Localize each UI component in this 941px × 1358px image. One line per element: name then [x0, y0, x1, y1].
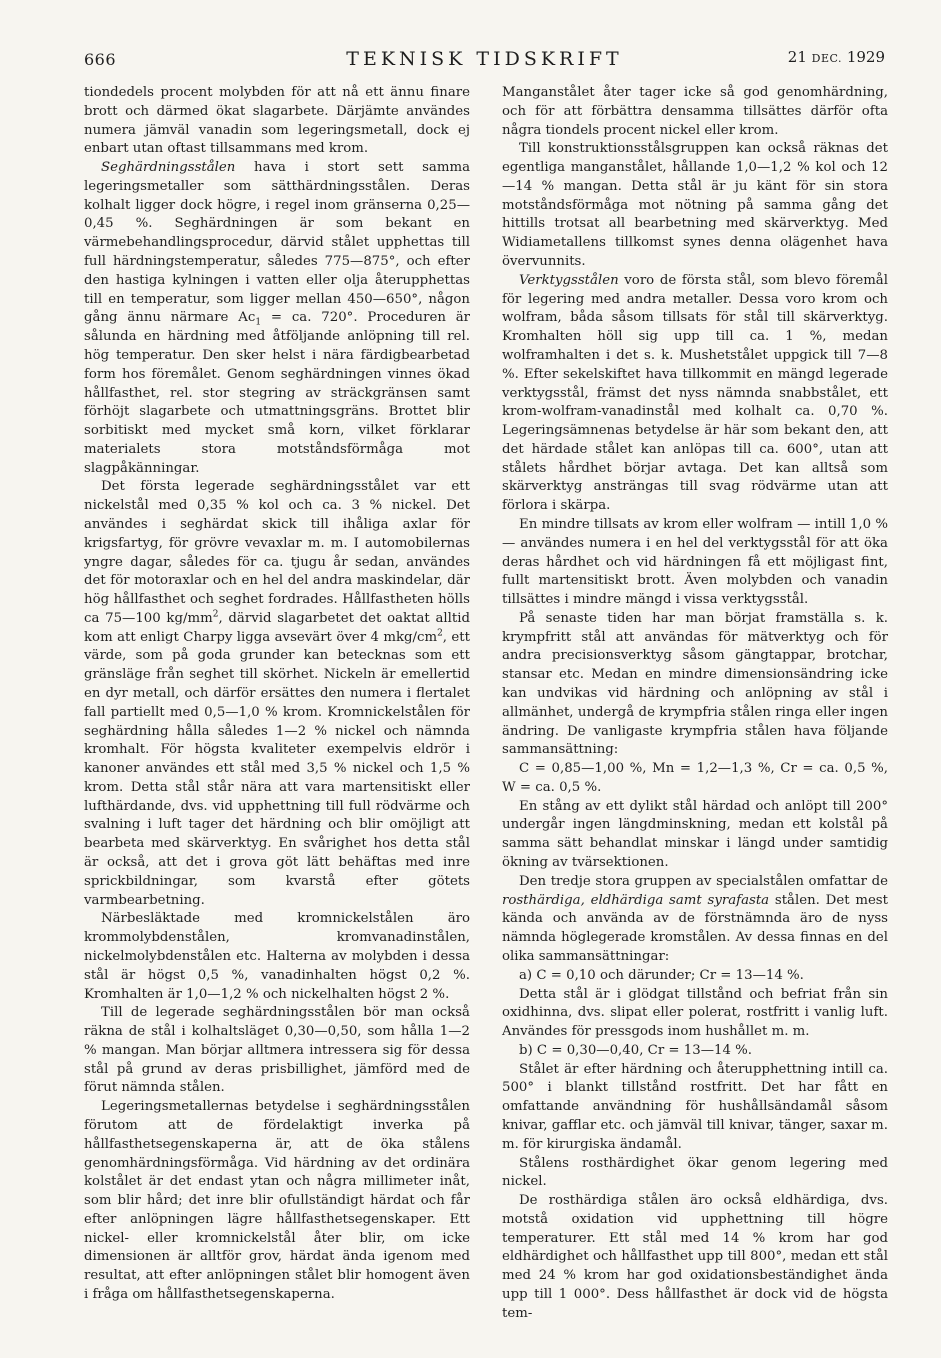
paragraph: Stålens rosthärdighet ökar genom legering med nickel.: [502, 1155, 888, 1190]
paragraph: En stång av ett dylikt stål härdad och anlöpt till 200° undergår ingen längdminskning, medan ett kolstål på samma sätt behandlat minskar i längd under samtidig ökning av tvärsektionen.: [502, 798, 888, 871]
paragraph: Seghärdningsstålen hava i stort sett samma legeringsmetaller som sätthärdningsstålen. Deras kolhalt ligger dock högre, i regel inom gränserna 0,25—0,45 %. Seghärdningen är som bekant en värmebehandlingsprocedur, därvid stålet upphettas till full härdningstemperatur, således 775—875°, och efter den hastiga kylningen i vatten eller olja återupphettas till en temperatur, som ligger mellan 450—650°, någon gång ännu närmare $Ac_1$ = ca. 720°. Proceduren är sålunda en härdning med åtföljande anlöpning till rel. hög temperatur. Den sker helst i nära färdigbearbetad form hos föremålet. Genom seghärdningen vinnes ökad hållfasthet, rel. stor stegring av sträckgränsen samt förhöjt slagarbete och utmattningsgräns. Brottet blir sorbitiskt med mycket små korn, vilket förklarar materialets stora motståndsförmåga mot slagpåkänningar.: [84, 160, 470, 476]
issue-date: [788, 48, 885, 66]
date-day: 21: [787, 48, 807, 66]
page-number: 666: [84, 50, 117, 69]
paragraph: Den tredje stora gruppen av specialstålen omfattar de rosthärdiga, eldhärdiga samt syrafasta stålen. Det mest kända och använda av de förstnämnda äro de nyss nämnda höglegerade kromstålen. Av dessa finnas en del olika sammansättningar:: [502, 873, 888, 964]
emphasis: rosthärdiga, eldhärdiga samt syrafasta: [502, 892, 770, 908]
paragraph: Till konstruktionsstålsgruppen kan också räknas det egentliga manganstålet, hållande 1,0—1,2 % kol och 12—14 % mangan. Detta stål är ju känt för sin stora motståndsförmåga mot nötning på samma gång det hittills trotsat all bearbetning med skärverktyg. Med Widiametallens tillkomst synes denna olägenhet hava övervunnits.: [502, 141, 888, 270]
paragraph: Det första legerade seghärdningsstålet var ett nickelstål med 0,35 % kol och ca. 3 % nickel. Det användes i seghärdat skick till ihåliga axlar för krigsfartyg, för grövre vevaxlar m. m. I automobilernas yngre dagar, således för ca. tjugu år sedan, användes det för motoraxlar och en hel del andra maskindelar, där hög hållfasthet och seghet fordrades. Hållfastheten hölls ca 75—100 $kg/mm^2$, därvid slagarbetet det oaktat alltid kom att enligt Charpy ligga avsevärt över 4 mkg/$cm^2$, ett värde, som på goda grunder kan betecknas som ett gränsläge från seghet till skörhet. Nickeln är emellertid en dyr metall, och därför ersättes den numera i flertalet fall partiellt med 0,5—1,0 % krom. Kromnickelstålen för seghärdning hålla således 1—2 % nickel och nämnda kromhalt. För högsta kvaliteter exempelvis eldrör i kanoner användes ett stål med 3,5 % nickel och 1,5 % krom. Detta stål står nära att vara martensitiskt eller lufthärdande, dvs. vid upphettning till full rödvärme och svalning i luft tager det härdning och blir omöjligt att bearbeta med skärverktyg. En svårighet hos detta stål är också, att det i grova göt lätt behäftas med inre sprickbildningar, som kvarstå efter götets varmbearbetning.: [84, 479, 470, 908]
formula: C = 0,85—1,00 %, Mn = 1,2—1,3 %, Cr = ca. 0,5 %, W = ca. 0,5 %.: [502, 761, 888, 795]
right-column: [502, 84, 888, 1324]
paragraph: En mindre tillsats av krom eller wolfram — intill 1,0 % — användes numera i en hel del verktygsstål för att öka deras hårdhet och vid härdningen få ett möjligast fint, fullt martensitiskt brott. Även molybden och vanadin tillsättes i mindre mängd i vissa verktygsstål.: [502, 516, 888, 608]
date-year: 1929: [846, 48, 885, 66]
section-title: Verktygsstålen: [519, 272, 619, 288]
paragraph: Stålet är efter härdning och återupphettning intill ca. 500° i blankt tillstånd rostfritt. Det har fått en omfattande användning för hushållsändamål såsom knivar, gafflar etc. och jämväl till knivar, tänger, saxar m. m. för kirurgiska ändamål.: [502, 1061, 888, 1152]
date-month: DEC.: [811, 52, 843, 65]
formula: a) C = 0,10 och därunder; Cr = 13—14 %.: [519, 967, 804, 983]
paragraph: De rosthärdiga stålen äro också eldhärdiga, dvs. motstå oxidation vid upphettning till högre temperaturer. Ett stål med 14 % krom har god eldhärdighet och hållfasthet upp till 800°, medan ett stål med 24 % krom har god oxidationsbeständighet ända upp till 1 000°. Dess hållfasthet är dock vid de högsta tem-: [502, 1193, 888, 1321]
journal-title: TEKNISK TIDSKRIFT: [346, 48, 623, 70]
paragraph: Detta stål är i glödgat tillstånd och befriat från sin oxidhinna, dvs. slipat eller polerat, rostfritt i vanlig luft. Användes för pressgods inom hushållet m. m.: [502, 986, 888, 1040]
formula: b) C = 0,30—0,40, Cr = 13—14 %.: [519, 1042, 753, 1058]
page-header: [84, 40, 885, 74]
paragraph: Manganstålet åter tager icke så god genomhärdning, och för att förbättra densamma tillsättes därför ofta några tiondels procent nickel eller krom.: [502, 85, 888, 138]
paragraph: Närbesläktade med kromnickelstålen äro krommolybdenstålen, kromvanadinstålen, nickelmolybdenstålen etc. Halterna av molybden i dessa stål är högst 0,5 %, vanadinhalten högst 0,2 %. Kromhalten är 1,0—1,2 % och nickelhalten högst 2 %.: [84, 911, 470, 1002]
paragraph: Legeringsmetallernas betydelse i seghärdningsstålen förutom att de fördelaktigt inverka på hållfasthetsegenskaperna är, att de öka stålens genomhärdningsförmåga. Vid härdning av det ordinära kolstålet är det endast ytan och några millimeter inåt, som blir hård; det inre blir ofullständigt härdat och får efter anlöpningen lägre hållfasthetsegenskaper. Ett nickel- eller kromnickelstål åter blir, om icke dimensionen är alltför grov, härdat ända igenom med resultat, att efter anlöpningen stålet blir homogent även i fråga om hållfasthetsegenskaperna.: [84, 1099, 470, 1302]
paragraph: På senaste tiden har man börjat framställa s. k. krympfritt stål att användas för mätverktyg och för andra precisionsverktyg såsom gängtappar, brotchar, stansar etc. Medan en mindre dimensionsändring icke kan undvikas vid härdning och anlöpning av stål i allmänhet, undergå de krympfria stålen ringa eller ingen ändring. De vanligaste krympfria stålen hava följande sammansättning:: [502, 610, 888, 758]
paragraph: Till de legerade seghärdningsstålen bör man också räkna de stål i kolhaltsläget 0,30—0,50, som hålla 1—2 % mangan. Man börjar alltmera intressera sig för dessa stål på grund av deras prisbillighet, jämförd med de förut nämnda stålen.: [84, 1005, 470, 1096]
paragraph: Verktygsstålen voro de första stål, som blevo föremål för legering med andra metaller. Dessa voro krom och wolfram, båda såsom tillsats för stål till skärverktyg. Kromhalten höll sig upp till ca. 1 %, medan wolframhalten i det s. k. Mushetstålet uppgick till 7—8 %. Efter sekelskiftet hava tillkommit en mängd legerade verktygsstål, främst det nyss nämnda snabbstålet, ett krom-wolfram-vanadinstål med kolhalt ca. 0,70 %. Legeringsämnenas betydelse är här som bekant den, att det härdade stålet kan anlöpas till ca. 600°, utan att stålets hårdhet börjar avtaga. Det kan alltså som skärverktyg ansträngas till svag rödvärme utan att förlora i skärpa.: [502, 272, 888, 514]
section-title: Seghärdningsstålen: [101, 160, 236, 176]
paragraph: tiondedels procent molybden för att nå ett ännu finare brott och därmed ökat slagarbete. Därjämte användes numera jämväl vanadin som legeringsmetall, dock ej enbart utan oftast tillsammans med krom.: [84, 85, 470, 157]
left-column: [84, 84, 470, 1305]
